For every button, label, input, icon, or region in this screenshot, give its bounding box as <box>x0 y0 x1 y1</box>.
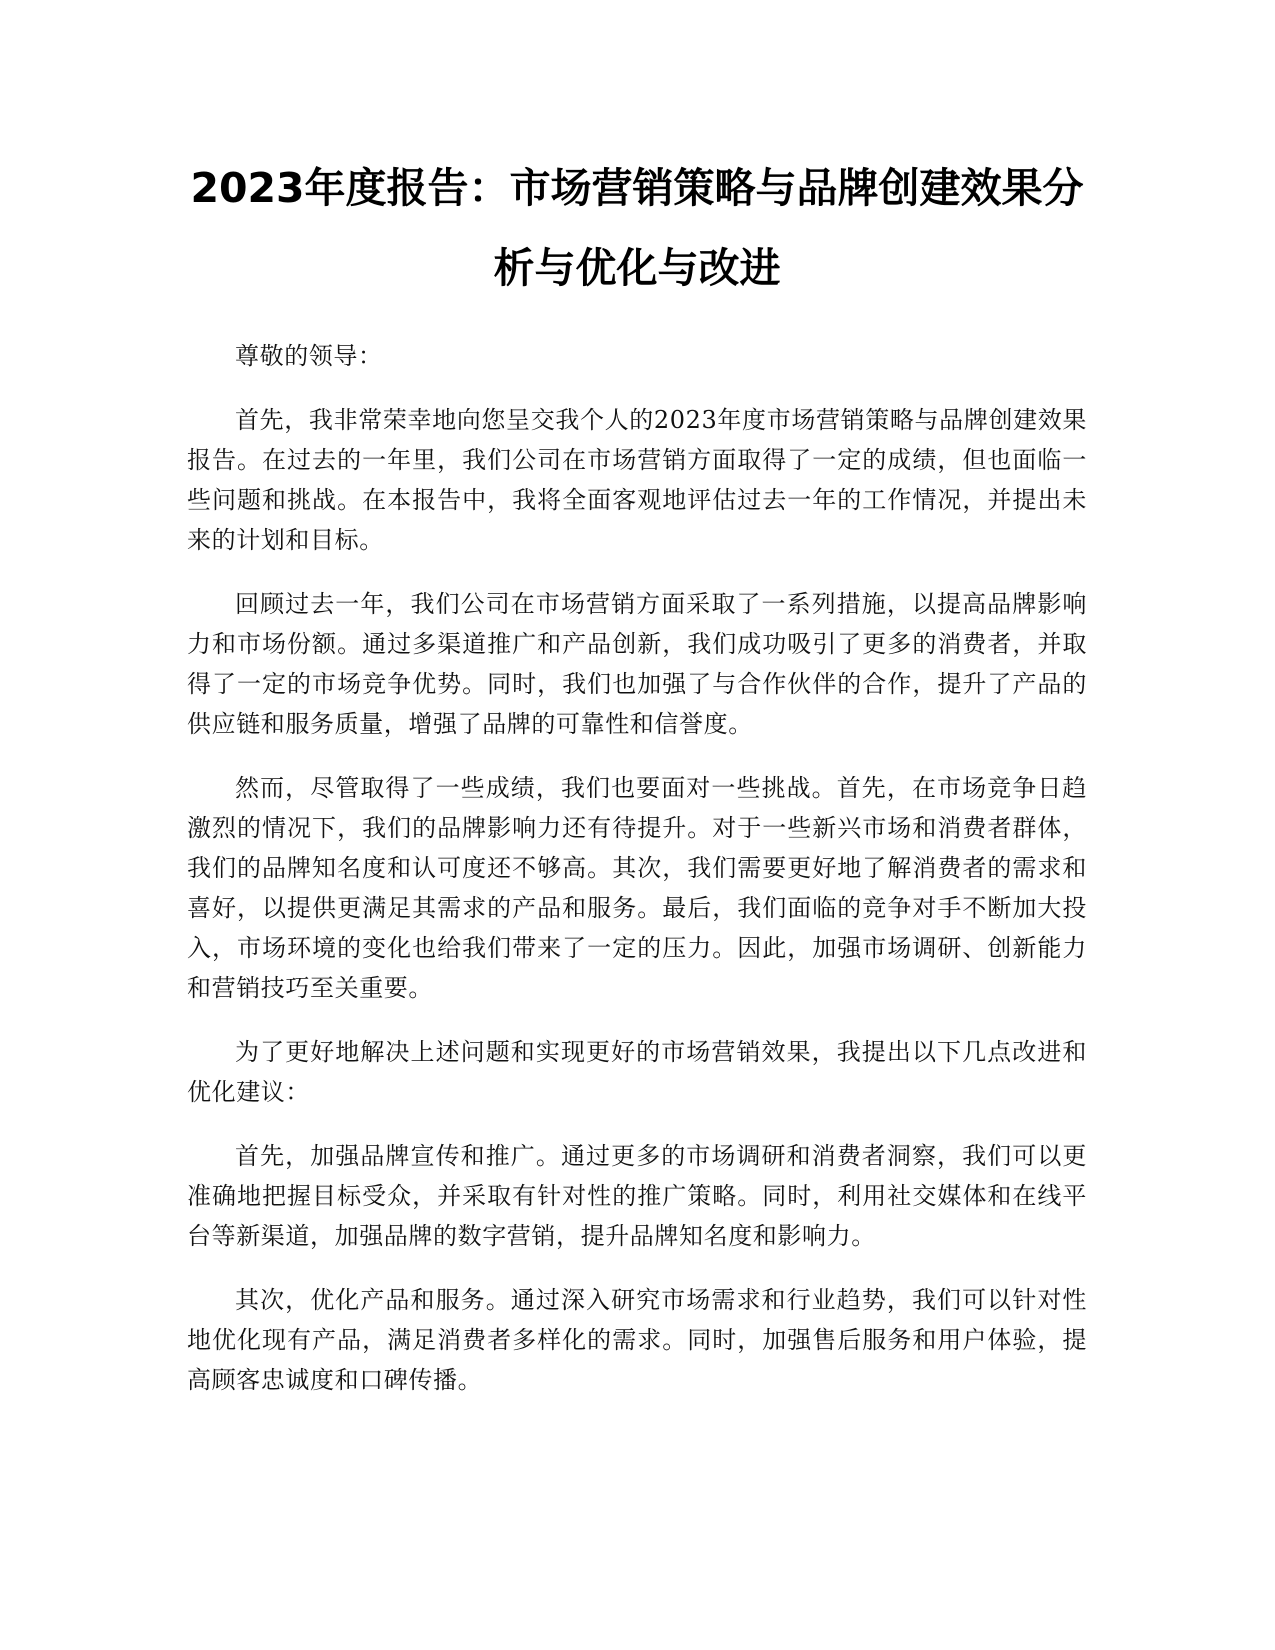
paragraph-brand-promotion: 首先，加强品牌宣传和推广。通过更多的市场调研和消费者洞察，我们可以更准确地把握目标受众，并采取有针对性的推广策略。同时，利用社交媒体和在线平台等新渠道，加强品牌的数字营销，提升品牌知名度和影响力。 <box>187 1142 1087 1250</box>
document-body <box>187 148 1087 1400</box>
salutation: 尊敬的领导： <box>235 342 383 370</box>
paragraph-challenges: 然而，尽管取得了一些成绩，我们也要面对一些挑战。首先，在市场竞争日趋激烈的情况下，我们的品牌影响力还有待提升。对于一些新兴市场和消费者群体，我们的品牌知名度和认可度还不够高。其次，我们需要更好地了解消费者的需求和喜好，以提供更满足其需求的产品和服务。最后，我们面临的竞争对手不断加大投入，市场环境的变化也给我们带来了一定的压力。因此，加强市场调研、创新能力和营销技巧至关重要。 <box>187 774 1087 1002</box>
document-title: 2023年度报告：市场营销策略与品牌创建效果分析与优化与改进 <box>190 164 1084 292</box>
paragraph-intro: 首先，我非常荣幸地向您呈交我个人的2023年度市场营销策略与品牌创建效果报告。在过去的一年里，我们公司在市场营销方面取得了一定的成绩，但也面临一些问题和挑战。在本报告中，我将全面客观地评估过去一年的工作情况，并提出未来的计划和目标。 <box>187 406 1087 554</box>
paragraph-review: 回顾过去一年，我们公司在市场营销方面采取了一系列措施，以提高品牌影响力和市场份额。通过多渠道推广和产品创新，我们成功吸引了更多的消费者，并取得了一定的市场竞争优势。同时，我们也加强了与合作伙伴的合作，提升了产品的供应链和服务质量，增强了品牌的可靠性和信誉度。 <box>187 590 1087 738</box>
paragraph-suggestions-intro: 为了更好地解决上述问题和实现更好的市场营销效果，我提出以下几点改进和优化建议： <box>187 1038 1087 1106</box>
paragraph-product-service: 其次，优化产品和服务。通过深入研究市场需求和行业趋势，我们可以针对性地优化现有产品，满足消费者多样化的需求。同时，加强售后服务和用户体验，提高顾客忠诚度和口碑传播。 <box>187 1286 1087 1394</box>
